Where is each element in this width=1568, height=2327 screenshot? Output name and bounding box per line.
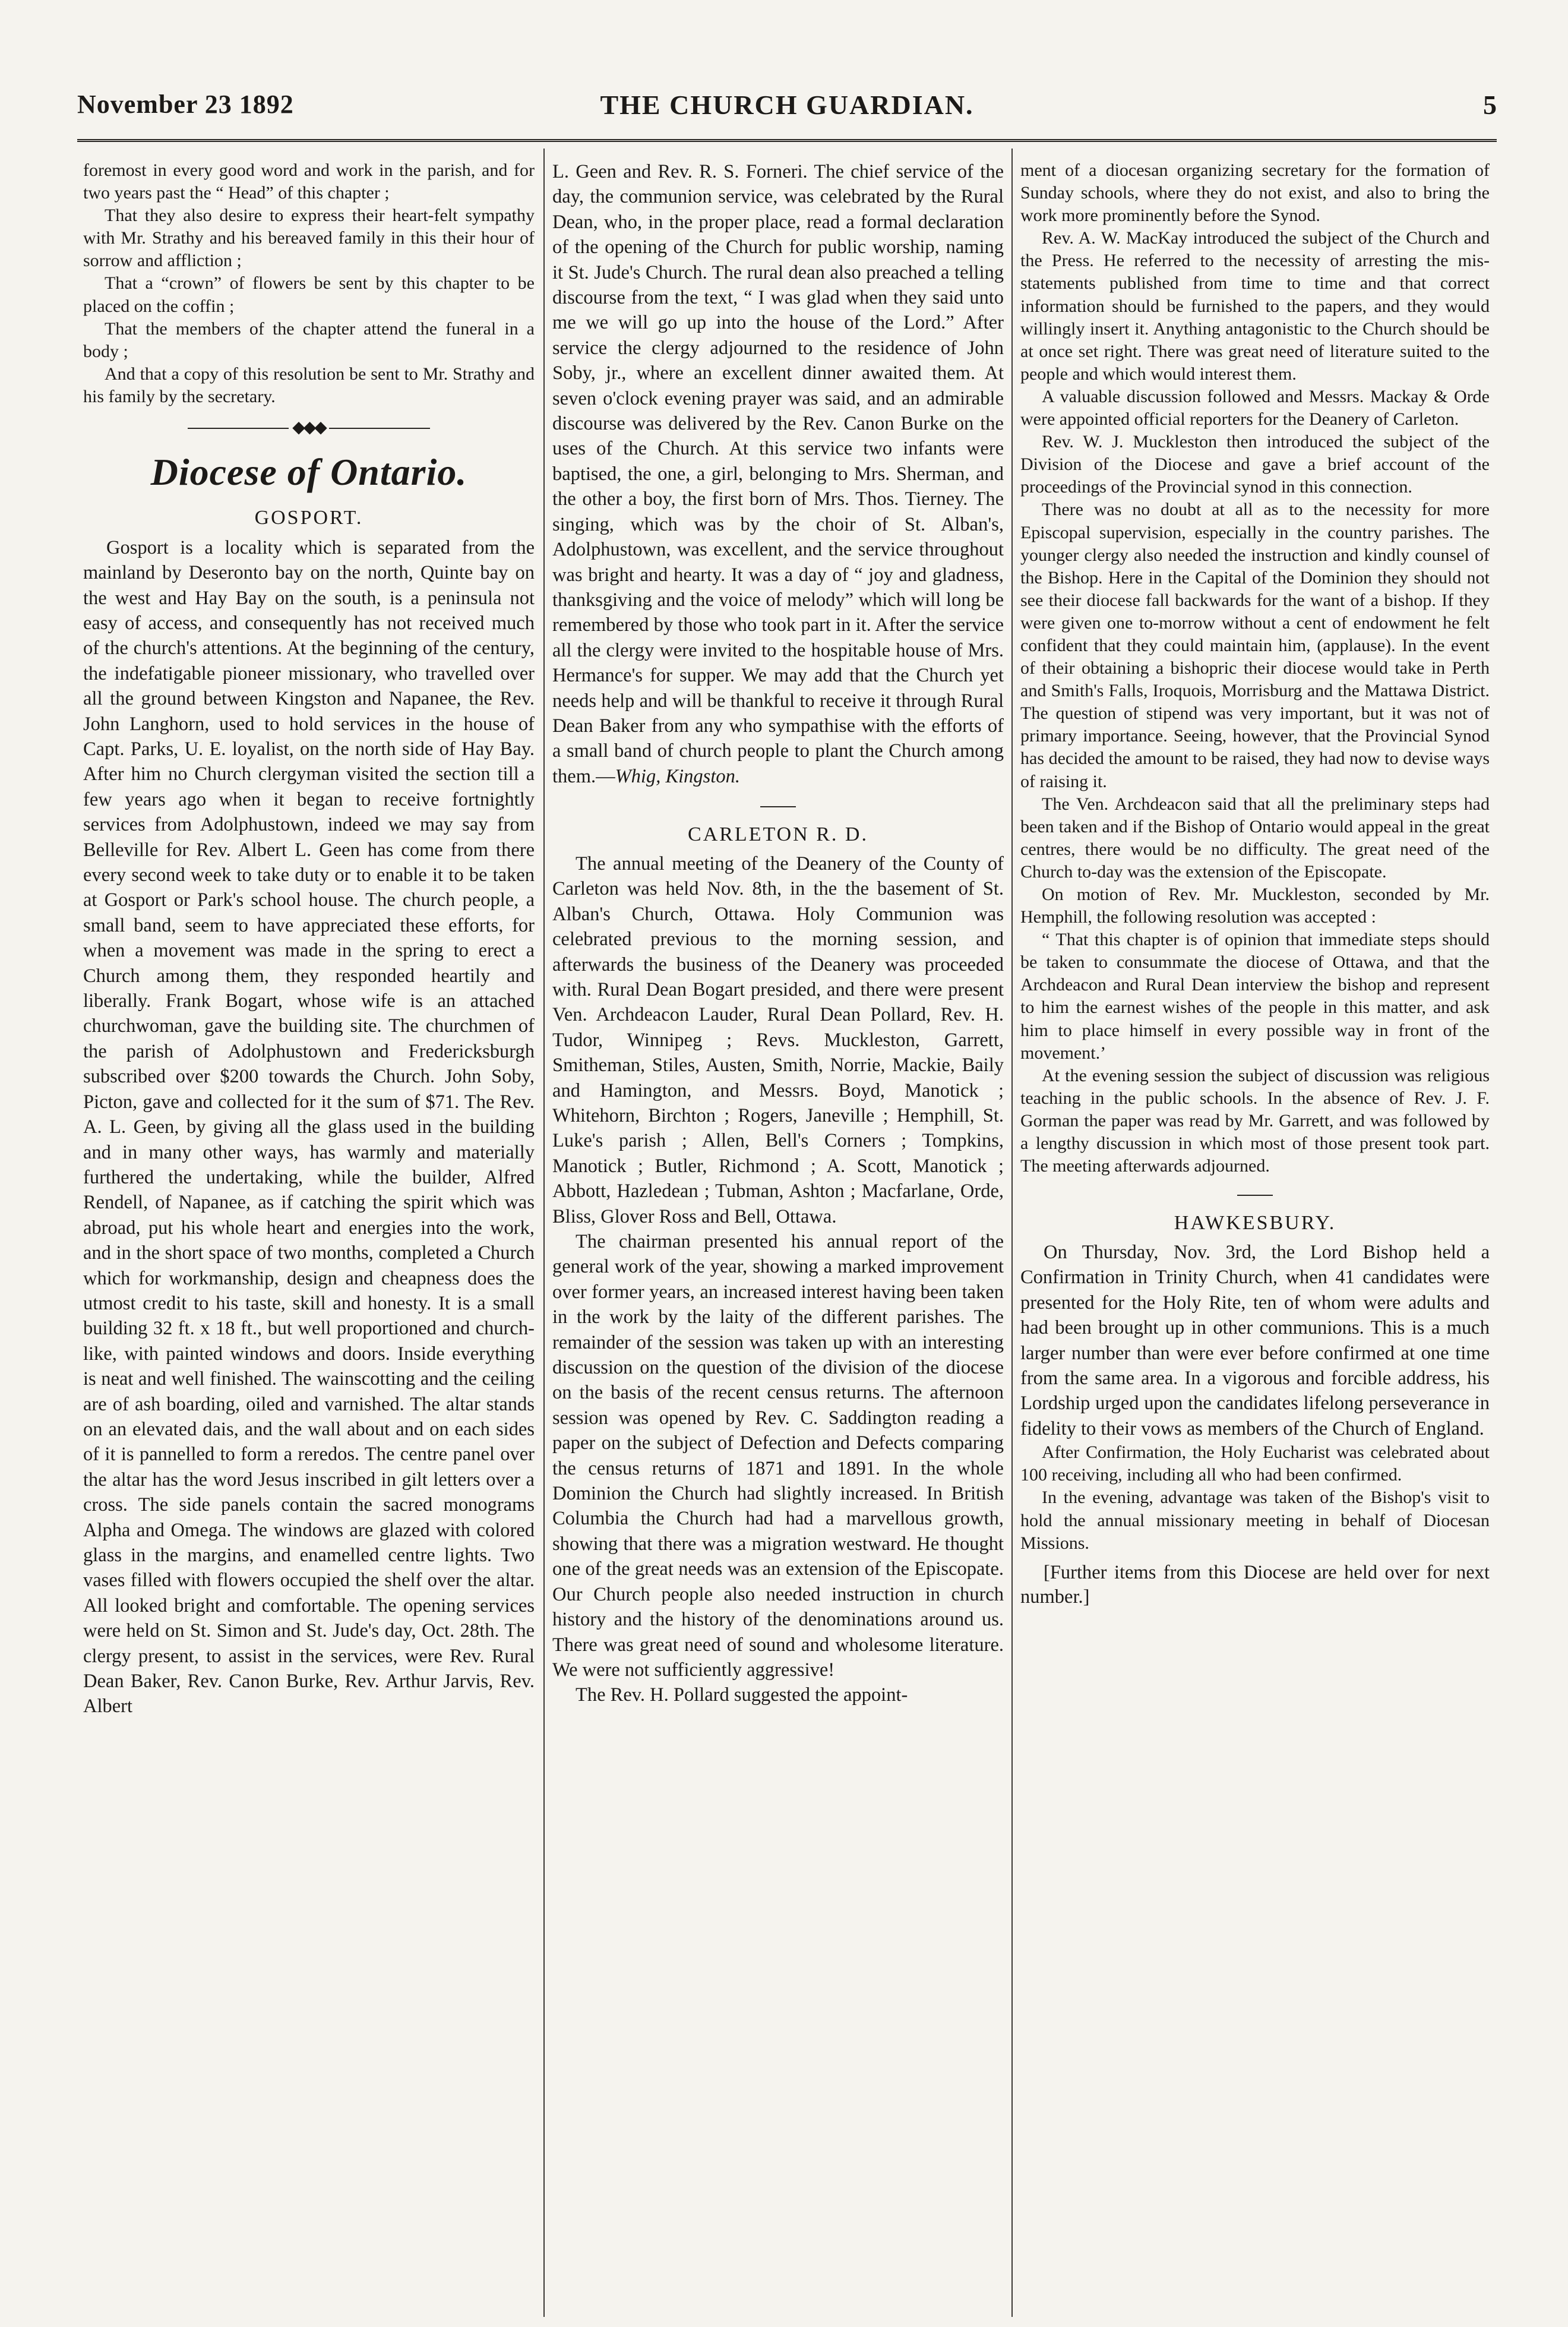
issue-date: November 23 1892: [77, 90, 294, 119]
carleton-paragraph: Rev. W. J. Muckleston then introduced the subject of the Division of the Diocese and gave a brief account of the proceedings of the Provincial synod in this connection.: [1020, 432, 1490, 497]
column-3: [1020, 159, 1490, 2322]
resolution-item: And that a copy of this resolution be sent to Mr. Strathy and his family by the secretary.: [83, 364, 535, 406]
hawkesbury-paragraph: After Confirmation, the Holy Eucharist was celebrated about 100 receiving, including all who had been confirmed.: [1020, 1442, 1490, 1485]
resolution-item: That they also desire to express their heart-felt sympathy with Mr. Strathy and his bereaved family in this their hour of sorrow and affliction ;: [83, 206, 535, 271]
carleton-resolution: “ That this chapter is of opinion that immediate steps should be taken to consummate the diocese of Ottawa, and that the Archdeacon and Rural Dean interview the bishop and represent to him the earnest wishes of the people in this matter, and ask him to place himself in every possible way in front of the movement.’: [1020, 930, 1490, 1063]
gosport-article-continued: [552, 159, 1004, 789]
carleton-paragraph: The annual meeting of the Deanery of the County of Carleton was held Nov. 8th, in the the basement of St. Alban's Church, Ottawa. Holy Communion was celebrated previous to the morning session, and afterwards the business of the Deanery was proceeded with. Rural Dean Bogart presided, and there were present Ven. Archdeacon Lauder, Rural Dean Pollard, Rev. H. Tudor, Winnipeg ; Revs. Muckleston, Garrett, Smitheman, Stiles, Austen, Smith, Norrie, Mackie, Baily and Hamington, and Messrs. Boyd, Manotick ; Whitehorn, Birchton ; Rogers, Janeville ; Hemphill, St. Luke's parish ; Allen, Bell's Corners ; Tompkins, Manotick ; Butler, Richmond ; A. Scott, Manotick ; Abbott, Hazledean ; Tubman, Ashton ; Macfarlane, Orde, Bliss, Glover Ross and Bell, Ottawa.: [552, 853, 1004, 1227]
editorial-note: [Further items from this Diocese are held over for next number.]: [1020, 1561, 1490, 1608]
section-divider: [1020, 1177, 1490, 1202]
diocese-heading: Diocese of Ontario.: [150, 450, 467, 493]
column-2: [552, 159, 1004, 2322]
gosport-heading: GOSPORT.: [254, 507, 363, 529]
column-divider: [543, 149, 545, 2317]
carleton-heading: CARLETON R. D.: [688, 823, 868, 845]
resolution-item: foremost in every good word and work in the parish, and for two years past the “ Head” of this chapter ;: [83, 160, 535, 203]
carleton-paragraph: On motion of Rev. Mr. Muckleston, seconded by Mr. Hemphill, the following resolution was accepted :: [1020, 885, 1490, 927]
resolution-list: [83, 159, 535, 408]
carleton-paragraph: At the evening session the subject of discussion was religious teaching in the public schools. In the absence of Rev. J. F. Gorman the paper was read by Mr. Garrett, and was followed by a lengthy discussion in which most of those present took part. The meeting afterwards adjourned.: [1020, 1065, 1490, 1176]
resolution-item: That a “crown” of flowers be sent by this chapter to be placed on the coffin ;: [83, 273, 535, 316]
gosport-article-text: Gosport is a locality which is separated from the mainland by Deseronto bay on the north, Quinte bay on the west and Hay Bay on the south, is a peninsula not easy of access, and consequently has not received much of the church's attentions. At the beginning of the century, the indefatigable pioneer missionary, who travelled over all the ground between Kingston and Napanee, the Rev. John Langhorn, used to hold services in the house of Capt. Parks, U. E. loyalist, on the north side of Hay Bay. After him no Church clergyman visited the section till a few years ago when it began to receive fortnightly services from Adolphustown, indeed we may say from Belleville for Rev. Albert L. Geen has come from there every second week to take duty or to enable it to be taken at Gosport or Park's school house. The church people, a small band, seem to have appreciated these efforts, for when a movement was made in the spring to erect a Church among them, they responded heartily and liberally. Frank Bogart, whose wife is an attached churchwoman, gave the building site. The churchmen of the parish of Adolphustown and Fredericksburgh subscribed over $200 towards the Church. John Soby, Picton, gave and collected for it the sum of $71. The Rev. A. L. Geen, by giving all the glass used in the building and in many other ways, has warmly and materially furthered the undertaking, while the builder, Alfred Rendell, of Napanee, as if catching the spirit which was abroad, put his whole heart and energies into the work, and in the short space of two months, completed a Church which for workmanship, design and cheapness does the utmost credit to his taste, skill and honesty. It is a small building 32 ft. x 18 ft., but well proportioned and church-like, with painted windows and doors. Inside everything is neat and well finished. The wainscotting and the ceiling are of ash boarding, oiled and varnished. The altar stands on an elevated dais, and the wall about and on each sides of it is pannelled to form a reredos. The centre panel over the altar has the word Jesus inscribed in gilt letters over a cross. The side panels contain the sacred monograms Alpha and Omega. The windows are glazed with colored glass in the margins, and enamelled centre lights. Two vases filled with flowers occupied the shelf over the altar. All looked bright and comfortable. The opening services were held on St. Simon and St. Jude's day, Oct. 28th. The clergy present, to assist in the services, were Rev. Rural Dean Baker, Rev. Canon Burke, Rev. Arthur Jarvis, Rev. Albert: [83, 536, 535, 1717]
carleton-paragraph: Rev. A. W. MacKay introduced the subject of the Church and the Press. He referred to the necessity of arresting the mis-statements published from time to time and that correct information should be furnished to the papers, and they would willingly insert it. Anything antagonistic to the Church should be at once set right. There was great need of literature suited to the people and which would interest them.: [1020, 228, 1490, 384]
gosport-signature: Whig, Kingston.: [615, 765, 740, 787]
carleton-paragraph: The Ven. Archdeacon said that all the preliminary steps had been taken and if the Bishop of Ontario would appeal in the great centres, there would be no difficulty. The great need of the Church to-day was the extension of the Episcopate.: [1020, 794, 1490, 882]
page-number: 5: [1483, 90, 1497, 120]
carleton-paragraph: The chairman presented his annual report of the general work of the year, showing a marked improvement over former years, an increased interest having been taken in the work by the laity of the different parishes. The remainder of the session was taken up with an interesting discussion on the question of the division of the diocese on the basis of the recent census returns. The afternoon session was opened by Rev. C. Saddington reading a paper on the subject of Defection and Defects comparing the census returns of 1871 and 1891. In the whole Dominion the Church had slightly increased. In British Columbia the Church had had a marvellous growth, showing that there was a migration westward. He thought one of the great needs was an extension of the Episcopate. Our Church people also needed instruction in church history and the history of the denominations around us. There was great need of sound and wholesome literature. We were not sufficiently aggressive!: [552, 1231, 1004, 1681]
page-header: [77, 89, 1497, 131]
header-rule: [77, 139, 1497, 142]
column-divider: [1011, 149, 1013, 2317]
column-1: [83, 159, 535, 2322]
carleton-paragraph: ment of a diocesan organizing secretary for the formation of Sunday schools, where they do not exist, and also to bring the work more prominently before the Synod.: [1020, 160, 1490, 226]
carleton-paragraph: A valuable discussion followed and Messrs. Mackay & Orde were appointed official reporters for the Deanery of Carleton.: [1020, 386, 1490, 430]
section-ornament: ◆◆◆: [83, 416, 535, 439]
carleton-paragraph: The Rev. H. Pollard suggested the appoint-: [576, 1684, 908, 1706]
gosport-continued-text: L. Geen and Rev. R. S. Forneri. The chief service of the day, the communion service, was celebrated by the Rural Dean, who, in the proper place, read a formal declaration of the opening of the Church for public worship, naming it St. Jude's Church. The rural dean also preached a telling discourse from the text, “ I was glad when they said unto me we will go up into the house of the Lord.” After service the clergy adjourned to the residence of John Soby, jr., where an excellent dinner awaited them. At seven o'clock evening prayer was said, and an admirable discourse was delivered by the Rev. Canon Burke on the uses of the Church. At this service two infants were baptised, the one, a girl, belonging to Mrs. Sherman, and the other a boy, the first born of Mrs. Thos. Tierney. The singing, which was by the choir of St. Alban's, Adolphustown, was excellent, and the service throughout was bright and hearty. It was a day of “ joy and gladness, thanksgiving and the voice of melody” which will long be remembered by those who took part in it. After the service all the clergy were invited to the hospitable house of Mrs. Hermance's for supper. We may add that the Church yet needs help and will be thankful to receive it through Rural Dean Baker from any who sympathise with the efforts of a small band of church people to plant the Church among them.—: [552, 161, 1004, 787]
section-divider: [552, 789, 1004, 814]
carleton-paragraph: There was no doubt at all as to the necessity for more Episcopal supervision, especially in the country parishes. The younger clergy also needed the instruction and kindly counsel of the Bishop. Here in the Capital of the Dominion they should not see their diocese fall backwards for the want of a bishop. If they were given one to-morrow without a cent of endowment he felt confident that they could maintain him, (applause). In the event of their obtaining a bishopric their diocese would take in Perth and Smith's Falls, Iroquois, Morrisburg and the Mattawa District. The question of stipend was very important, but it was not of primary importance. Seeing, however, that the Provincial Synod has decided the amount to be raised, they had now to devise ways of raising it.: [1020, 500, 1490, 791]
hawkesbury-paragraph: On Thursday, Nov. 3rd, the Lord Bishop held a Confirmation in Trinity Church, when 41 candidates were presented for the Holy Rite, ten of whom were adults and had been brought up in other communions. This is a much larger number than were ever before confirmed at one time from the same area. In a vigorous and forcible address, his Lordship urged upon the candidates lifelong perseverance in fidelity to their vows as members of the Church of England.: [1020, 1241, 1490, 1439]
resolution-item: That the members of the chapter attend the funeral in a body ;: [83, 318, 535, 361]
hawkesbury-paragraph: In the evening, advantage was taken of the Bishop's visit to hold the annual missionary meeting in behalf of Diocesan Missions.: [1020, 1488, 1490, 1553]
hawkesbury-heading: HAWKESBURY.: [1174, 1211, 1336, 1234]
masthead-title: THE CHURCH GUARDIAN.: [600, 90, 974, 120]
